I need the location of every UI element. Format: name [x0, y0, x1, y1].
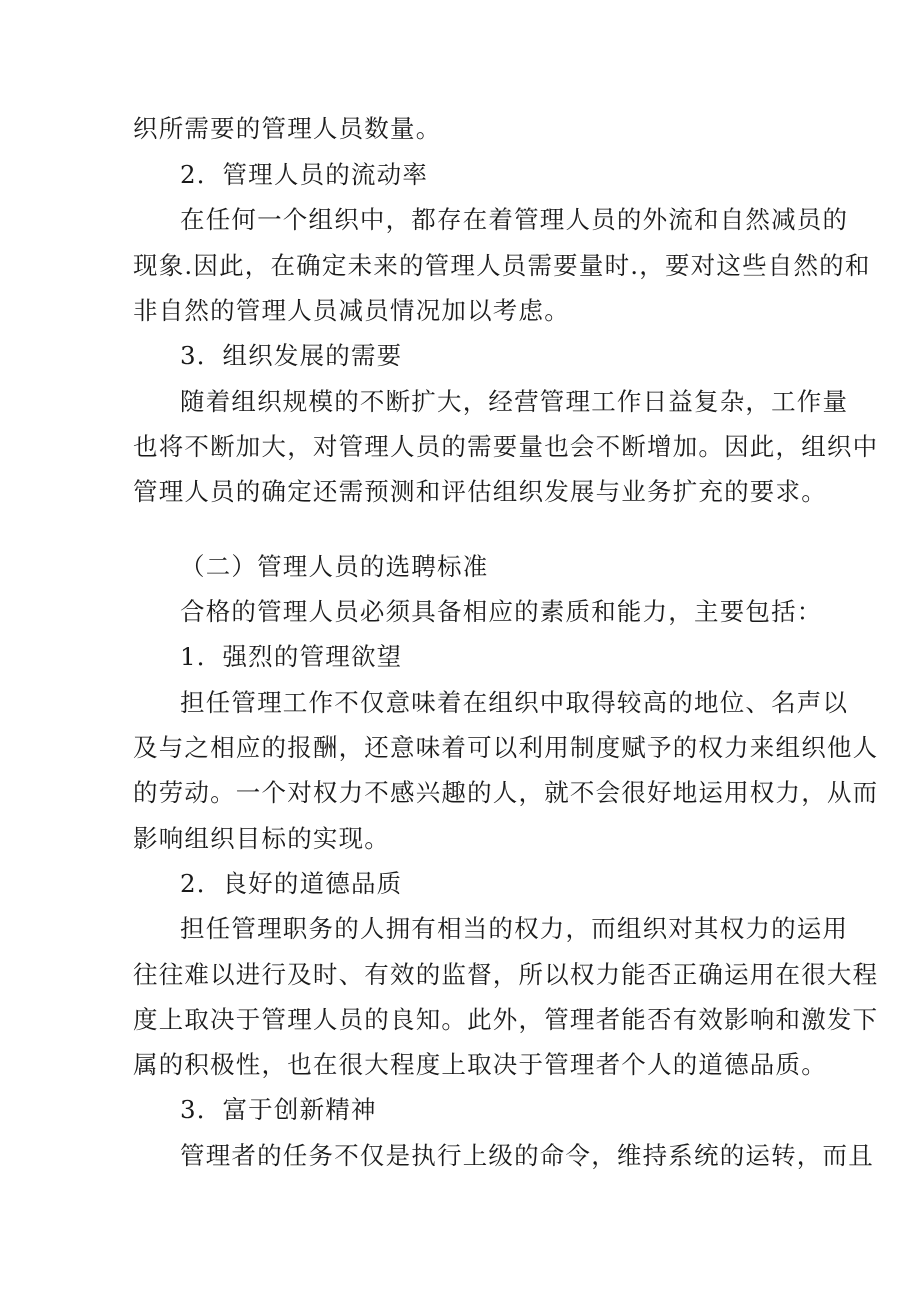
- chapter-heading: （二）管理人员的选聘标准: [180, 552, 489, 581]
- paragraph-line: 往往难以进行及时、有效的监督，所以权力能否正确运用在很大程: [133, 960, 879, 989]
- paragraph-line: 的劳动。一个对权力不感兴趣的人，就不会很好地运用权力，从而: [133, 778, 879, 807]
- paragraph-line: 担任管理工作不仅意味着在组织中取得较高的地位、名声以: [180, 688, 849, 717]
- paragraph-line: 度上取决于管理人员的良知。此外，管理者能否有效影响和激发下: [133, 1005, 879, 1034]
- paragraph-line: 担任管理职务的人拥有相当的权力，而组织对其权力的运用: [180, 914, 849, 943]
- paragraph-line: 现象.因此，在确定未来的管理人员需要量时.，要对这些自然的和: [133, 251, 871, 280]
- paragraph-line: 影响组织目标的实现。: [133, 824, 390, 853]
- section-heading: 3．富于创新精神: [180, 1095, 377, 1124]
- paragraph-line: 在任何一个组织中，都存在着管理人员的外流和自然减员的: [180, 205, 849, 234]
- paragraph-line: 及与之相应的报酬，还意味着可以利用制度赋予的权力来组织他人: [133, 733, 879, 762]
- section-heading: 3．组织发展的需要: [180, 341, 403, 370]
- paragraph-line: 也将不断加大，对管理人员的需要量也会不断增加。因此，组织中: [133, 432, 879, 461]
- paragraph-line: 管理者的任务不仅是执行上级的命令，维持系统的运转，而且: [180, 1141, 874, 1170]
- paragraph-line: 非自然的管理人员减员情况加以考虑。: [133, 296, 570, 325]
- section-heading: 1．强烈的管理欲望: [180, 642, 403, 671]
- paragraph-line: 管理人员的确定还需预测和评估组织发展与业务扩充的要求。: [133, 477, 827, 506]
- paragraph-line: 随着组织规模的不断扩大，经营管理工作日益复杂，工作量: [180, 387, 849, 416]
- paragraph-line: 织所需要的管理人员数量。: [133, 114, 442, 143]
- paragraph-line: 合格的管理人员必须具备相应的素质和能力，主要包括：: [180, 597, 823, 626]
- paragraph-line: 属的积极性，也在很大程度上取决于管理者个人的道德品质。: [133, 1050, 827, 1079]
- section-heading: 2．良好的道德品质: [180, 869, 403, 898]
- section-heading: 2．管理人员的流动率: [180, 160, 429, 189]
